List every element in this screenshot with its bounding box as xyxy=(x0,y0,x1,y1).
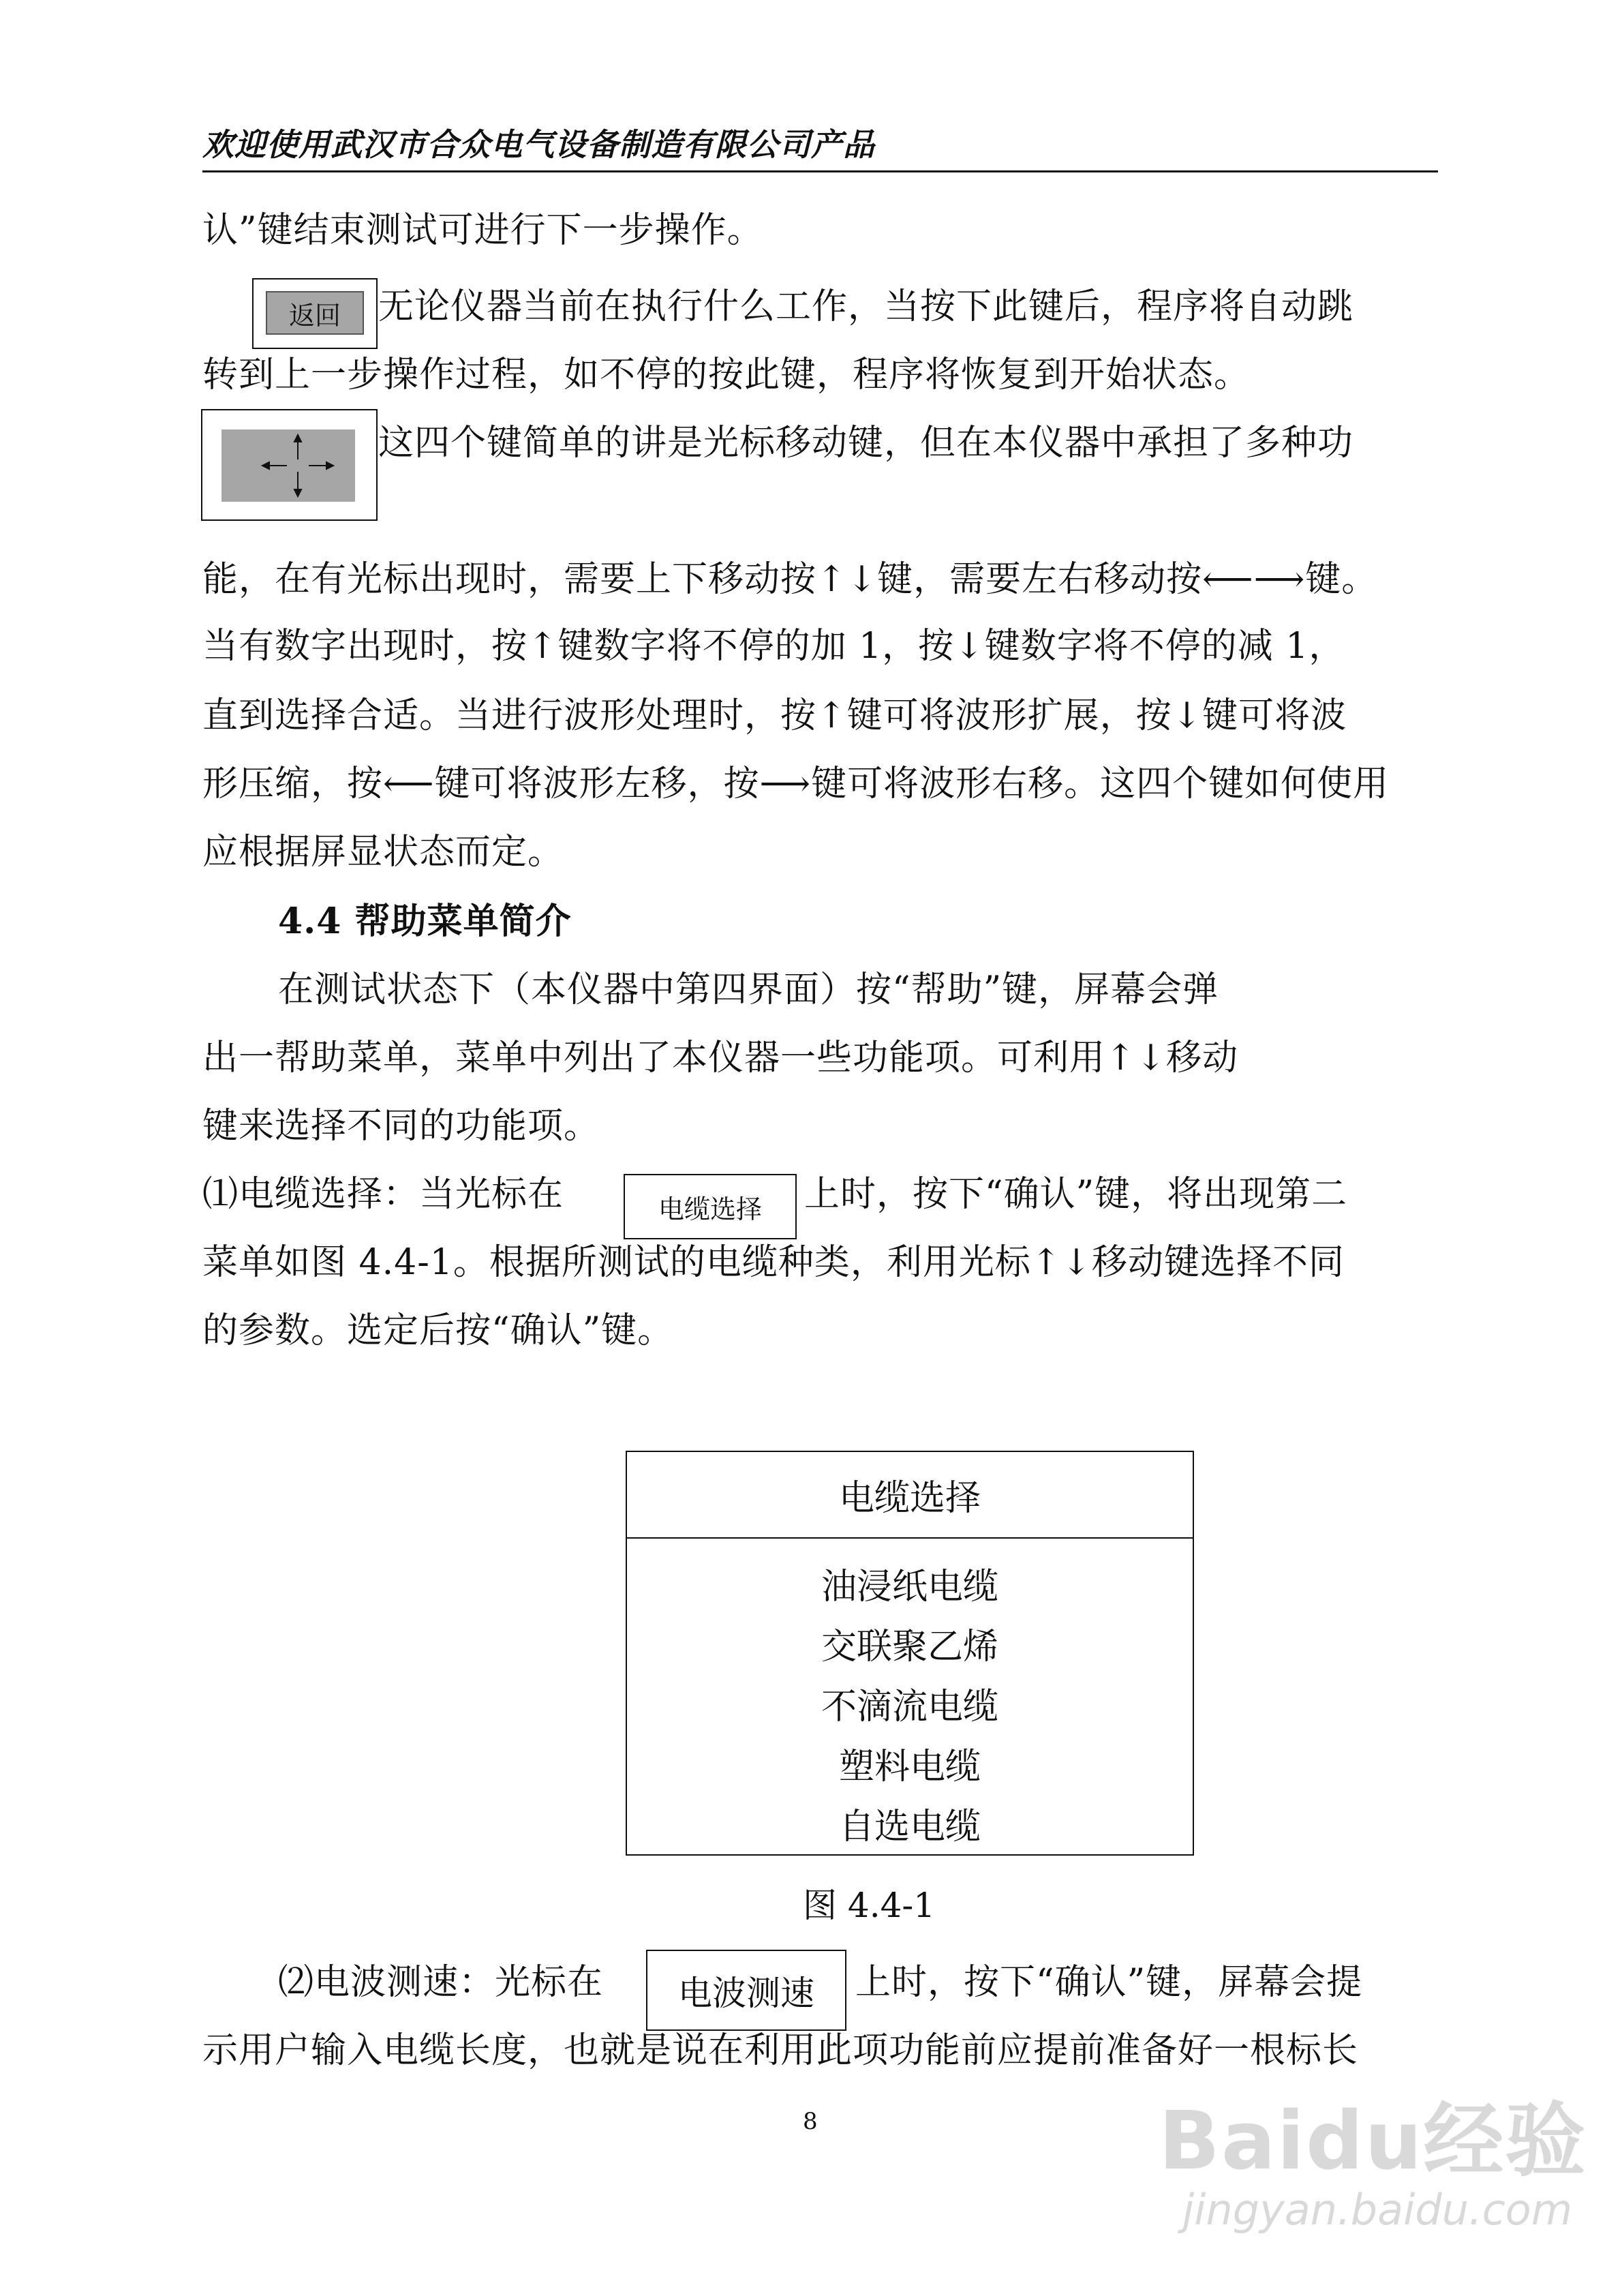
text-line: 菜单如图 4.4-1。根据所测试的电缆种类，利用光标↑↓移动键选择不同 xyxy=(202,1242,1345,1283)
text-line: 的参数。选定后按“确认”键。 xyxy=(202,1310,674,1351)
figure-menu-item: 塑料电缆 xyxy=(838,1747,981,1787)
header-rule xyxy=(202,170,1438,172)
text-line: 上时，按下“确认”键，将出现第二 xyxy=(804,1174,1348,1215)
cable-select-key: 电缆选择 xyxy=(624,1174,797,1239)
figure-menu-item: 不滴流电缆 xyxy=(821,1687,998,1727)
text-line: 认”键结束测试可进行下一步操作。 xyxy=(202,210,763,251)
arrow-keys-glyph xyxy=(221,429,355,502)
text-line: 这四个键简单的讲是光标移动键，但在本仪器中承担了多种功 xyxy=(378,423,1354,464)
cable-select-menu-figure xyxy=(626,1451,1194,1856)
text-line: 出一帮助菜单，菜单中列出了本仪器一些功能项。可利用↑↓移动 xyxy=(202,1038,1239,1078)
figure-menu-item: 自选电缆 xyxy=(838,1807,981,1847)
text-line: ⑵电波测速：光标在 xyxy=(278,1962,604,2003)
figure-menu-item: 交联聚乙烯 xyxy=(821,1627,998,1667)
text-line: 能，在有光标出现时，需要上下移动按↑↓键，需要左右移动按⟵⟶键。 xyxy=(202,559,1378,600)
document-header: 欢迎使用武汉市合众电气设备制造有限公司产品 xyxy=(202,126,875,163)
text-line: 直到选择合适。当进行波形处理时，按↑键可将波形扩展，按↓键可将波 xyxy=(202,695,1347,736)
arrow-keys-box xyxy=(201,409,378,521)
text-line: 无论仪器当前在执行什么工作，当按下此键后，程序将自动跳 xyxy=(378,286,1354,327)
back-key-box xyxy=(252,278,378,349)
wave-speed-key: 电波测速 xyxy=(646,1950,846,2031)
text-line: 上时，按下“确认”键，屏幕会提 xyxy=(855,1962,1363,2003)
watermark-url: jingyan.baidu.com xyxy=(1182,2185,1573,2235)
figure-menu-title: 电缆选择 xyxy=(627,1452,1193,1539)
text-line: 形压缩，按⟵键可将波形左移，按⟶键可将波形右移。这四个键如何使用 xyxy=(202,764,1390,804)
text-line: 示用户输入电缆长度，也就是说在利用此项功能前应提前准备好一根标长 xyxy=(202,2030,1359,2071)
text-line: 在测试状态下（本仪器中第四界面）按“帮助”键，屏幕会弹 xyxy=(278,969,1219,1010)
page-number: 8 xyxy=(803,2108,818,2135)
text-line: 转到上一步操作过程，如不停的按此键，程序将恢复到开始状态。 xyxy=(202,354,1251,395)
figure-caption: 图 4.4-1 xyxy=(803,1886,936,1925)
text-line: 当有数字出现时，按↑键数字将不停的加 1，按↓键数字将不停的减 1， xyxy=(202,626,1345,667)
text-line: ⑴电缆选择：当光标在 xyxy=(202,1174,564,1215)
text-line: 键来选择不同的功能项。 xyxy=(202,1106,600,1147)
section-heading: 4.4 帮助菜单简介 xyxy=(278,901,572,942)
text-line: 应根据屏显状态而定。 xyxy=(202,832,564,873)
back-key: 返回 xyxy=(266,291,364,335)
figure-menu-item: 油浸纸电缆 xyxy=(821,1567,998,1607)
arrow-keys-icon xyxy=(221,429,355,502)
watermark-brand: Baidu经验 xyxy=(1159,2094,1587,2188)
